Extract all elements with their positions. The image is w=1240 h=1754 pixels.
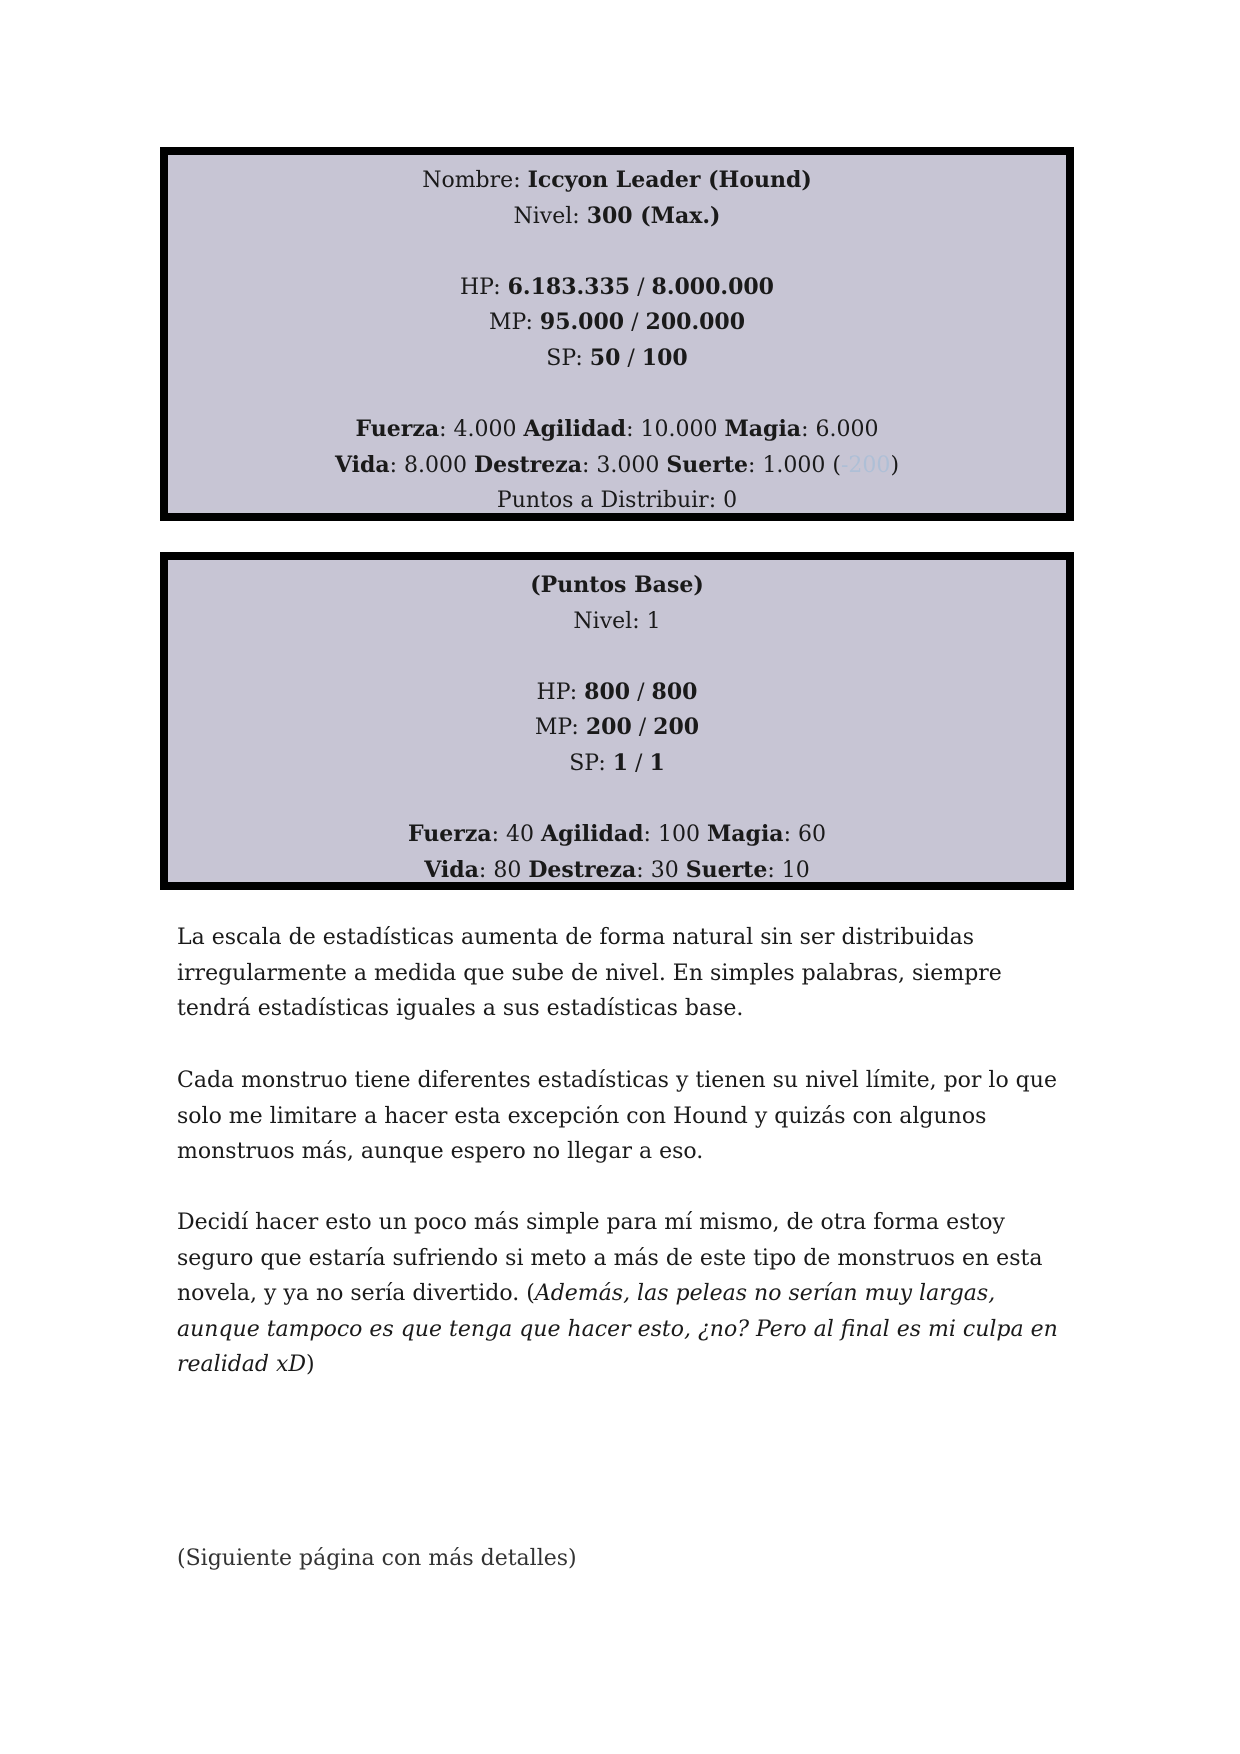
paragraph-simplification-aside: Además, las peleas no serían muy largas, aunque tampoco es que tenga que hacer esto, ¿no? Pero al final es mi culpa en realidad xD	[177, 1281, 1058, 1378]
mp-label: MP	[488, 310, 526, 336]
suerte-value: 1.000	[762, 452, 826, 478]
name-line: Nombre: Iccyon Leader (Hound)	[422, 167, 812, 193]
attributes-line-1: Fuerza: 4.000 Agilidad: 10.000 Magia: 6.000	[355, 416, 879, 443]
base-sp-line: SP: 1 / 1	[569, 749, 665, 776]
base-agilidad-label: Agilidad	[541, 821, 644, 848]
stats-box	[160, 147, 1074, 521]
base-level-line: Nivel: 1	[573, 608, 661, 634]
base-sp-max: 1	[649, 749, 665, 776]
points-line: Puntos a Distribuir: 0	[496, 488, 738, 514]
base-vida-value: 80	[493, 857, 522, 883]
base-hp-current: 800	[584, 678, 631, 705]
base-sp-current: 1	[612, 749, 629, 776]
base-mp-max: 200	[653, 714, 700, 741]
paragraph-simplification-close: )	[306, 1352, 315, 1378]
level-label: Nivel	[513, 203, 573, 229]
sp-line: SP: 50 / 100	[546, 344, 688, 371]
base-magia-label: Magia	[706, 821, 784, 848]
destreza-label: Destreza	[474, 451, 582, 478]
base-destreza-value: 30	[650, 857, 679, 883]
paragraph-simplification	[177, 1205, 1077, 1383]
suerte-modifier: -200	[841, 452, 891, 478]
base-magia-value: 60	[797, 822, 826, 848]
destreza-value: 3.000	[596, 452, 660, 478]
agilidad-value: 10.000	[640, 417, 718, 443]
name-value: Iccyon Leader (Hound)	[527, 167, 812, 193]
mp-max: 200.000	[645, 309, 746, 336]
attributes-line-2: Vida: 8.000 Destreza: 3.000 Suerte: 1.000 (-200)	[334, 451, 900, 478]
base-hp-label: HP	[536, 679, 570, 705]
sp-max: 100	[641, 344, 688, 371]
base-level-label: Nivel	[573, 608, 633, 634]
base-hp-line: HP: 800 / 800	[536, 678, 698, 705]
name-label: Nombre	[422, 168, 514, 193]
base-suerte-value: 10	[781, 857, 810, 883]
base-destreza-label: Destreza	[528, 856, 637, 883]
paragraph-stat-scaling: La escala de estadísticas aumenta de forma natural sin ser distribuidas irregularmente a medida que sube de nivel. En simples palabras, siempre tendrá estadísticas iguales a sus estadísticas base.	[177, 925, 1002, 1022]
mp-line: MP: 95.000 / 200.000	[488, 309, 746, 336]
fuerza-label: Fuerza	[355, 416, 440, 443]
sp-label: SP	[546, 345, 576, 371]
magia-label: Magia	[724, 416, 802, 443]
hp-label: HP	[460, 274, 494, 300]
base-sp-label: SP	[569, 750, 599, 776]
fuerza-value: 4.000	[453, 417, 517, 443]
level-value: 300 (Max.)	[586, 202, 721, 229]
hp-max: 8.000.000	[651, 273, 774, 300]
base-stats-box	[160, 552, 1074, 890]
magia-value: 6.000	[815, 417, 879, 443]
points-label: Puntos a Distribuir	[496, 488, 709, 514]
base-fuerza-value: 40	[506, 822, 534, 848]
hp-current: 6.183.335	[507, 273, 631, 300]
hp-line: HP: 6.183.335 / 8.000.000	[460, 273, 774, 300]
base-attributes-line-2: Vida: 80 Destreza: 30 Suerte: 10	[424, 856, 810, 883]
base-mp-line: MP: 200 / 200	[534, 714, 700, 741]
base-mp-label: MP	[534, 715, 572, 741]
base-agilidad-value: 100	[657, 822, 700, 848]
base-title: (Puntos Base)	[530, 572, 704, 598]
points-value: 0	[723, 488, 738, 514]
suerte-label: Suerte	[666, 451, 749, 478]
base-attributes-line-1: Fuerza: 40 Agilidad: 100 Magia: 60	[408, 821, 826, 848]
base-hp-max: 800	[651, 678, 698, 705]
base-suerte-label: Suerte	[685, 856, 768, 883]
sp-current: 50	[589, 344, 621, 371]
vida-value: 8.000	[404, 452, 468, 478]
paragraph-monster-limits: Cada monstruo tiene diferentes estadísticas y tienen su nivel límite, por lo que solo me limitare a hacer esta excepción con Hound y quizás con algunos monstruos más, aunque espero no llegar a eso.	[177, 1068, 1057, 1165]
vida-label: Vida	[334, 451, 390, 478]
agilidad-label: Agilidad	[523, 416, 627, 443]
mp-current: 95.000	[539, 309, 625, 336]
paragraph-simplification-text: Decidí hacer esto un poco más simple para mí mismo, de otra forma estoy seguro que estaría sufriendo si meto a más de este tipo de monstruos en esta novela, y ya no sería divertido. (	[177, 1210, 1043, 1307]
base-mp-current: 200	[585, 714, 632, 741]
base-vida-label: Vida	[424, 856, 479, 883]
base-fuerza-label: Fuerza	[408, 821, 492, 848]
next-page-note: (Siguiente página con más detalles)	[177, 1546, 577, 1571]
base-level-value: 1	[646, 608, 661, 634]
level-line: Nivel: 300 (Max.)	[513, 202, 721, 229]
